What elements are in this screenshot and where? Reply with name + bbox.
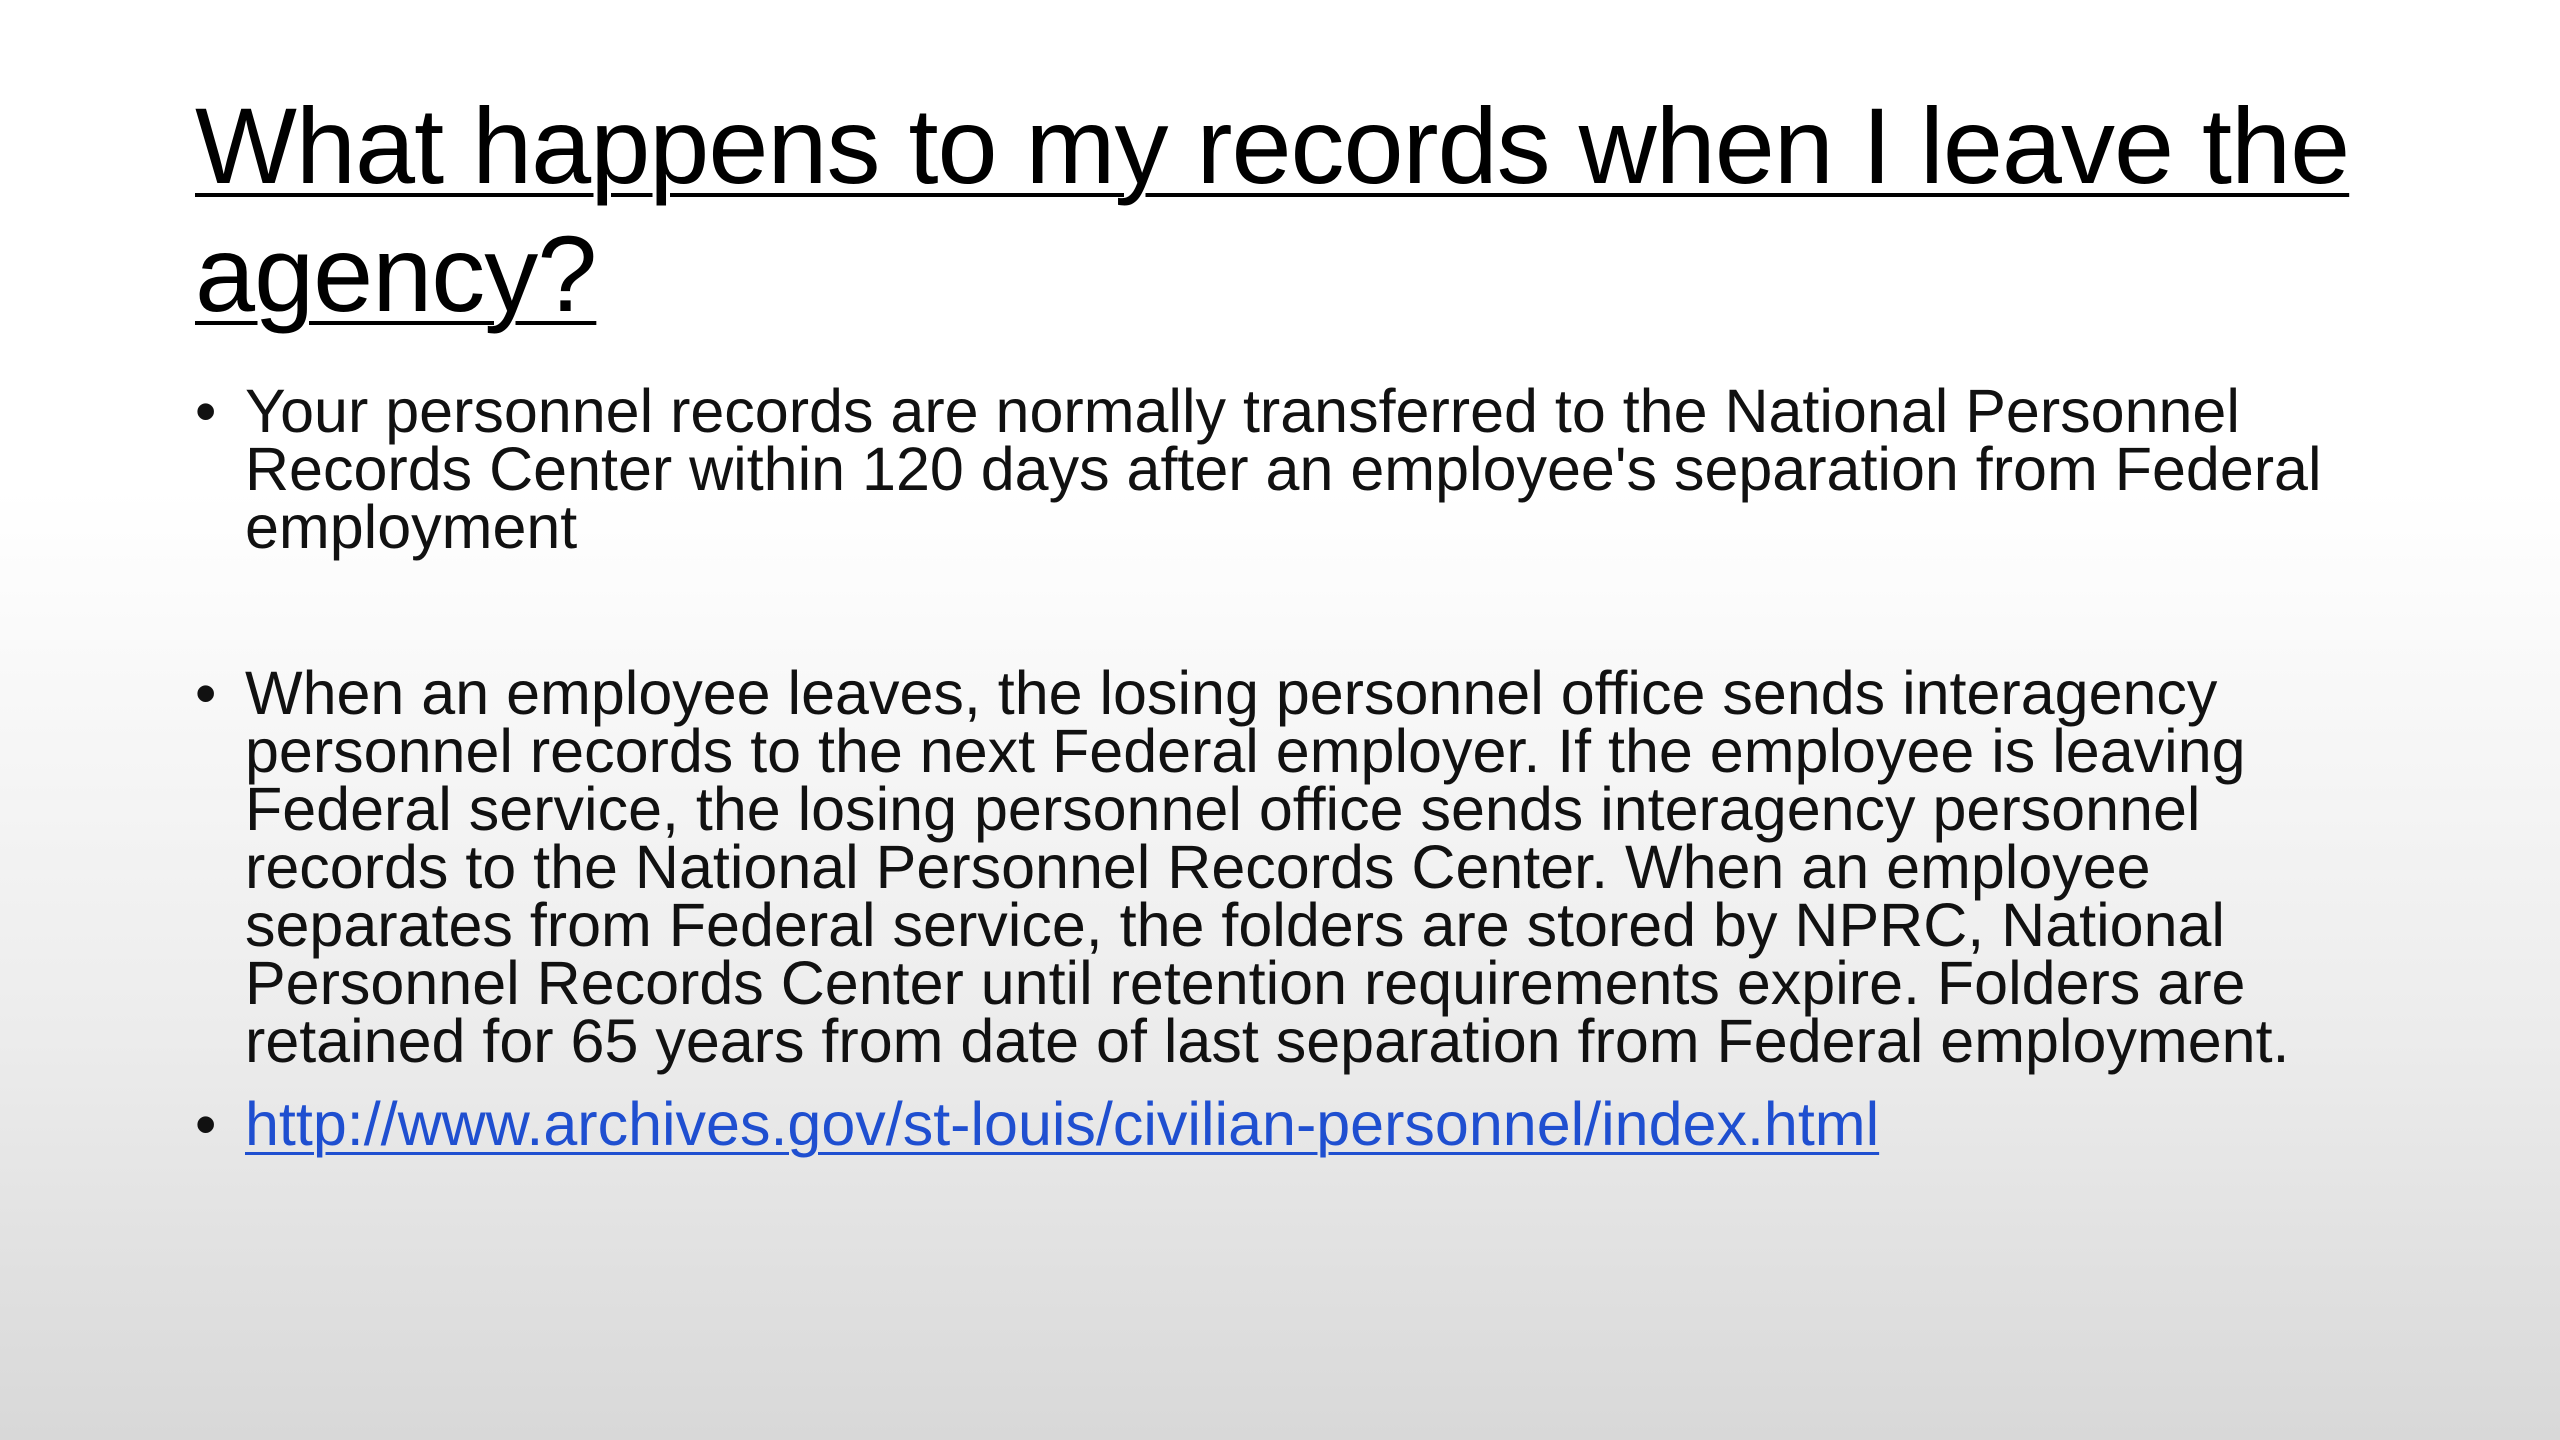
- bullet-marker: •: [195, 1090, 217, 1158]
- bullet-list: [195, 377, 2365, 1158]
- bullet-item-separation-process: [195, 659, 2365, 1075]
- bullet-item-archives-link: [195, 1090, 2365, 1158]
- bullet-marker: •: [195, 659, 217, 727]
- bullet-text-transfer-info: Your personnel records are normally transferred to the National Personnel Records Center within 120 days after an employee's separation from Federal employment: [245, 377, 2322, 561]
- archives-link[interactable]: http://www.archives.gov/st-louis/civilian-personnel/index.html: [245, 1090, 1880, 1158]
- bullet-marker: •: [195, 377, 217, 445]
- bullet-text-separation-process: When an employee leaves, the losing personnel office sends interagency personnel records to the next Federal employer. If the employee is leaving Federal service, the losing personnel office sends interagency personnel records to the National Personnel Records Center. When an employee separates from Federal service, the folders are stored by NPRC, National Personnel Records Center until retention requirements expire. Folders are retained for 65 years from date of last separation from Federal employment.: [245, 659, 2290, 1075]
- slide-title: What happens to my records when I leave the agency?: [195, 85, 2350, 334]
- bullet-item-transfer-info: [195, 377, 2365, 561]
